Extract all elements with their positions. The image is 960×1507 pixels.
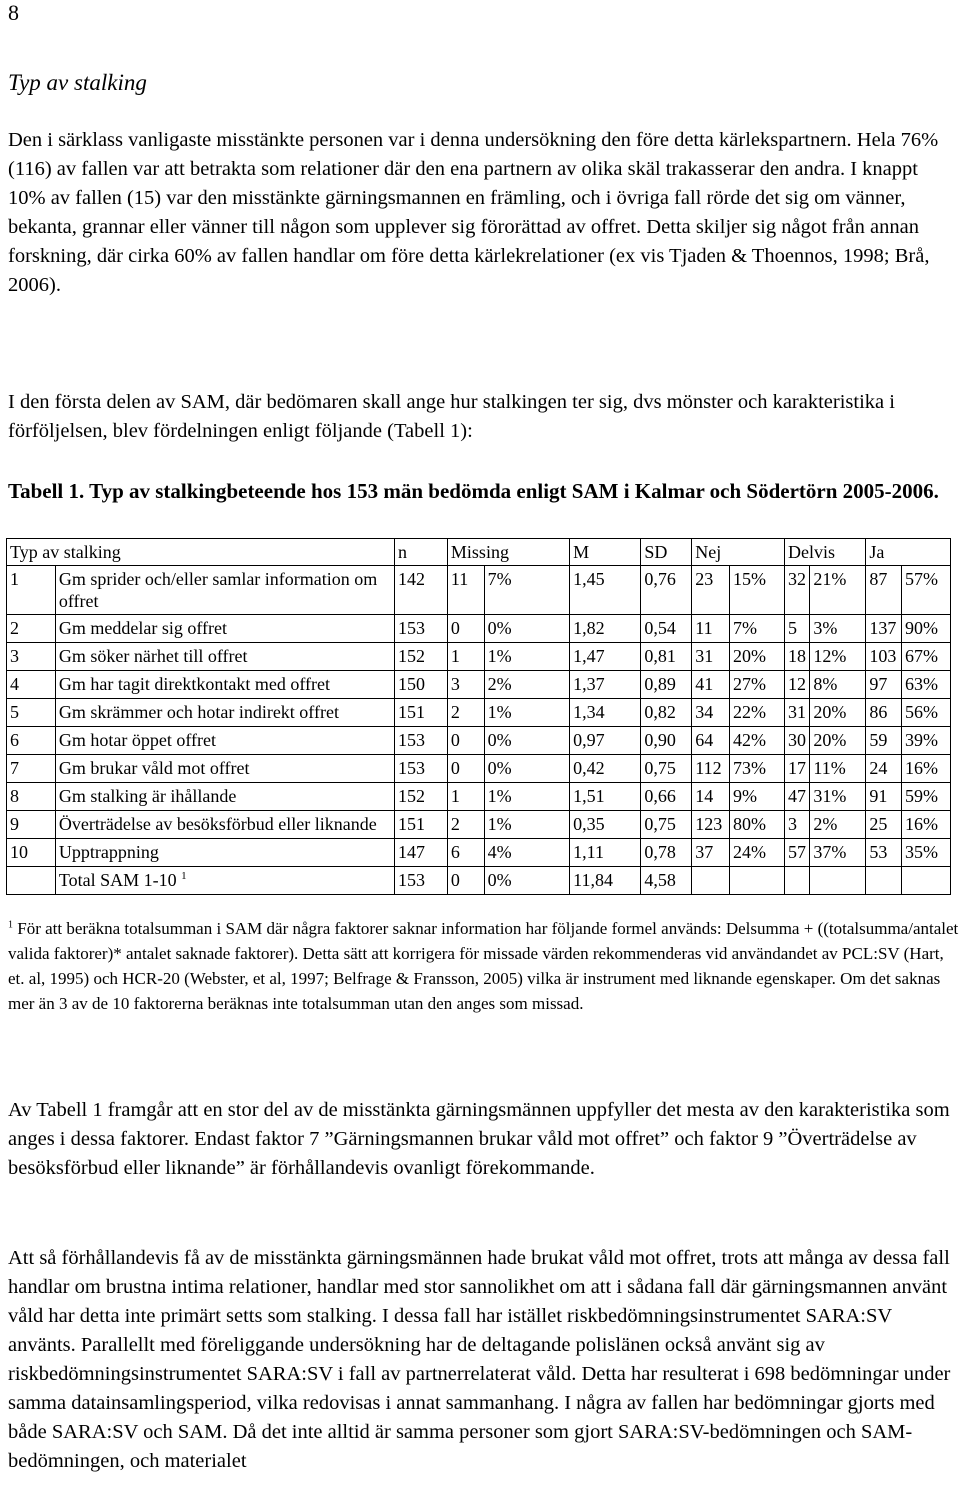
cell-nr: 8	[7, 783, 56, 811]
cell-n: 153	[394, 755, 447, 783]
header-ja: Ja	[866, 539, 951, 566]
table-row	[7, 566, 951, 615]
header-missing: Missing	[447, 539, 569, 566]
cell-n: 142	[394, 566, 447, 615]
total-footnote-marker: 1	[181, 870, 187, 882]
cell-delvis-p: 37%	[810, 839, 866, 867]
cell-miss-n: 0	[447, 755, 484, 783]
cell-label: Upptrappning	[55, 839, 394, 867]
cell-ja-p: 35%	[902, 839, 951, 867]
cell-total-n: 153	[394, 867, 447, 895]
cell-nej-n: 34	[692, 699, 730, 727]
cell-n: 150	[394, 671, 447, 699]
cell-delvis-n: 57	[784, 839, 809, 867]
cell-ja-p: 56%	[902, 699, 951, 727]
table-row	[7, 783, 951, 811]
cell-ja-p: 39%	[902, 727, 951, 755]
cell-label: Överträdelse av besöksförbud eller liknande	[55, 811, 394, 839]
cell-nej-p: 7%	[729, 615, 784, 643]
cell-ja-n: 25	[866, 811, 902, 839]
table-row	[7, 615, 951, 643]
table-header-row	[7, 539, 951, 566]
table-row	[7, 839, 951, 867]
cell-delvis-n: 30	[784, 727, 809, 755]
cell-empty	[902, 867, 951, 895]
total-label-text: Total SAM 1-10	[58, 870, 177, 890]
cell-label: Gm söker närhet till offret	[55, 643, 394, 671]
cell-miss-n: 6	[447, 839, 484, 867]
cell-delvis-n: 5	[784, 615, 809, 643]
cell-total-miss-n: 0	[447, 867, 484, 895]
paragraph-table-summary: Av Tabell 1 framgår att en stor del av de misstänkta gärningsmännen uppfyller det mesta av den karakteristika som anges i dessa faktorer. Endast faktor 7 ”Gärningsmannen brukar våld mot offret” och faktor 9 ”Överträdelse av besöksförbud eller liknande” är förhållandevis ovanligt förekommande.	[8, 1099, 950, 1179]
cell-m: 1,82	[570, 615, 641, 643]
cell-miss-n: 0	[447, 727, 484, 755]
cell-label: Gm skrämmer och hotar indirekt offret	[55, 699, 394, 727]
cell-nr: 5	[7, 699, 56, 727]
cell-m: 1,37	[570, 671, 641, 699]
cell-miss-n: 0	[447, 615, 484, 643]
table-row	[7, 643, 951, 671]
cell-label: Gm sprider och/eller samlar information om offret	[55, 566, 394, 615]
header-n: n	[394, 539, 447, 566]
cell-ja-n: 24	[866, 755, 902, 783]
cell-total-sd: 4,58	[641, 867, 692, 895]
cell-m: 1,11	[570, 839, 641, 867]
paragraph-violence: Att så förhållandevis få av de misstänkta gärningsmännen hade brukat våld mot offret, trots att många av dessa fall handlar om brustna intima relationer, handlar med stor sannolikhet om att i sådana fall där gärningsmannen använt våld har detta inte primärt setts som stalking. I dessa fall har istället riskbedömningsinstrumentet SARA:SV använts. Parallellt med föreliggande undersökning har de deltagande polislänen också använt sig av riskbedömningsinstrumentet SARA:SV i fall av partnerrelaterat våld. Detta har resulterat i 698 bedömningar under samma datainsamlingsperiod, vilka redovisas i annat sammanhang. I några av fallen har bedömningar gjorts med både SARA:SV och SAM. Då det inte alltid är samma personer som gjort SARA:SV-bedömningen och SAM-bedömningen, och materialet	[8, 1247, 951, 1472]
cell-total-m: 11,84	[570, 867, 641, 895]
footnote	[8, 916, 960, 1016]
table-row	[7, 755, 951, 783]
cell-sd: 0,76	[641, 566, 692, 615]
cell-nej-n: 112	[692, 755, 730, 783]
cell-ja-p: 16%	[902, 755, 951, 783]
cell-miss-p: 7%	[484, 566, 570, 615]
header-delvis: Delvis	[784, 539, 865, 566]
cell-ja-n: 86	[866, 699, 902, 727]
header-m: M	[570, 539, 641, 566]
header-nej: Nej	[692, 539, 785, 566]
cell-nr: 2	[7, 615, 56, 643]
cell-m: 1,45	[570, 566, 641, 615]
cell-ja-n: 59	[866, 727, 902, 755]
cell-nej-p: 9%	[729, 783, 784, 811]
cell-miss-n: 11	[447, 566, 484, 615]
cell-nej-p: 24%	[729, 839, 784, 867]
cell-m: 0,35	[570, 811, 641, 839]
cell-label: Gm stalking är ihållande	[55, 783, 394, 811]
cell-nr: 4	[7, 671, 56, 699]
cell-n: 153	[394, 615, 447, 643]
cell-delvis-n: 12	[784, 671, 809, 699]
cell-miss-n: 2	[447, 699, 484, 727]
cell-delvis-n: 18	[784, 643, 809, 671]
cell-sd: 0,66	[641, 783, 692, 811]
cell-ja-n: 91	[866, 783, 902, 811]
cell-ja-n: 137	[866, 615, 902, 643]
cell-label: Gm har tagit direktkontakt med offret	[55, 671, 394, 699]
cell-nej-p: 27%	[729, 671, 784, 699]
cell-nej-n: 64	[692, 727, 730, 755]
cell-delvis-p: 3%	[810, 615, 866, 643]
section-heading: Typ av stalking	[8, 70, 147, 95]
cell-delvis-n: 31	[784, 699, 809, 727]
cell-total-miss-p: 0%	[484, 867, 570, 895]
cell-n: 151	[394, 811, 447, 839]
cell-sd: 0,82	[641, 699, 692, 727]
cell-delvis-n: 32	[784, 566, 809, 615]
cell-nej-p: 73%	[729, 755, 784, 783]
cell-miss-p: 0%	[484, 755, 570, 783]
cell-ja-n: 103	[866, 643, 902, 671]
cell-n: 152	[394, 783, 447, 811]
cell-m: 1,34	[570, 699, 641, 727]
table-total-row	[7, 867, 951, 895]
cell-ja-n: 53	[866, 839, 902, 867]
cell-nej-n: 11	[692, 615, 730, 643]
cell-nr: 7	[7, 755, 56, 783]
cell-nr: 3	[7, 643, 56, 671]
table-row	[7, 727, 951, 755]
cell-empty	[692, 867, 730, 895]
cell-nej-p: 20%	[729, 643, 784, 671]
cell-nr: 1	[7, 566, 56, 615]
cell-n: 153	[394, 727, 447, 755]
cell-sd: 0,90	[641, 727, 692, 755]
cell-sd: 0,89	[641, 671, 692, 699]
cell-delvis-p: 31%	[810, 783, 866, 811]
cell-sd: 0,81	[641, 643, 692, 671]
cell-miss-n: 1	[447, 783, 484, 811]
cell-ja-n: 97	[866, 671, 902, 699]
paragraph-intro: Den i särklass vanligaste misstänkte personen var i denna undersökning den före detta kärlekspartnern. Hela 76% (116) av fallen var att betrakta som relationer där den ena partnern av olika skäl trakasserar den andra. I knappt 10% av fallen (15) var den misstänkte gärningsmannen en främling, och i övriga fall rörde det sig om vänner, bekanta, grannar eller vänner till någon som upplever sig förorättad av offret. Detta skiljer sig något från annan forskning, där cirka 60% av fallen handlar om före detta kärlekrelationer (ex vis Tjaden & Thoennos, 1998; Brå, 2006).	[8, 129, 939, 296]
cell-sd: 0,75	[641, 811, 692, 839]
cell-nr-empty	[7, 867, 56, 895]
cell-delvis-p: 20%	[810, 727, 866, 755]
page-number: 8	[8, 0, 19, 25]
cell-miss-p: 2%	[484, 671, 570, 699]
cell-miss-p: 1%	[484, 699, 570, 727]
cell-delvis-p: 12%	[810, 643, 866, 671]
cell-miss-p: 1%	[484, 643, 570, 671]
cell-m: 0,42	[570, 755, 641, 783]
cell-ja-p: 90%	[902, 615, 951, 643]
paragraph-sam-intro: I den första delen av SAM, där bedömaren skall ange hur stalkingen ter sig, dvs mönster och karakteristika i förföljelsen, blev fördelningen enligt följande (Tabell 1):	[8, 391, 895, 442]
cell-nej-p: 22%	[729, 699, 784, 727]
cell-n: 147	[394, 839, 447, 867]
cell-m: 0,97	[570, 727, 641, 755]
footnote-marker: 1	[8, 919, 13, 931]
cell-ja-p: 63%	[902, 671, 951, 699]
cell-miss-n: 3	[447, 671, 484, 699]
table-row	[7, 671, 951, 699]
cell-nej-n: 23	[692, 566, 730, 615]
cell-n: 152	[394, 643, 447, 671]
cell-miss-p: 0%	[484, 727, 570, 755]
cell-delvis-p: 11%	[810, 755, 866, 783]
cell-nej-p: 42%	[729, 727, 784, 755]
cell-miss-p: 0%	[484, 615, 570, 643]
cell-n: 151	[394, 699, 447, 727]
table-body	[7, 566, 951, 895]
cell-miss-p: 1%	[484, 811, 570, 839]
header-sd: SD	[641, 539, 692, 566]
header-typ: Typ av stalking	[7, 539, 395, 566]
cell-nej-p: 80%	[729, 811, 784, 839]
stalking-table	[6, 538, 951, 895]
cell-miss-n: 2	[447, 811, 484, 839]
cell-nr: 9	[7, 811, 56, 839]
cell-delvis-p: 2%	[810, 811, 866, 839]
cell-nr: 10	[7, 839, 56, 867]
cell-ja-n: 87	[866, 566, 902, 615]
cell-empty	[784, 867, 809, 895]
cell-delvis-p: 8%	[810, 671, 866, 699]
cell-delvis-p: 21%	[810, 566, 866, 615]
cell-nej-n: 41	[692, 671, 730, 699]
cell-label: Gm brukar våld mot offret	[55, 755, 394, 783]
cell-nej-p: 15%	[729, 566, 784, 615]
cell-ja-p: 16%	[902, 811, 951, 839]
cell-empty	[810, 867, 866, 895]
cell-delvis-n: 47	[784, 783, 809, 811]
table-row	[7, 811, 951, 839]
cell-label: Gm meddelar sig offret	[55, 615, 394, 643]
cell-sd: 0,54	[641, 615, 692, 643]
cell-empty	[866, 867, 902, 895]
cell-ja-p: 59%	[902, 783, 951, 811]
cell-miss-n: 1	[447, 643, 484, 671]
cell-nr: 6	[7, 727, 56, 755]
cell-m: 1,47	[570, 643, 641, 671]
footnote-text: För att beräkna totalsumman i SAM där några faktorer saknar information har följande formel används: Delsumma + ((totalsumma/antalet valida faktorer)* antalet saknade faktorer). Detta sätt att korrigera för missade värden rekommenderas vid användandet av PCL:SV (Hart, et. al, 1995) och HCR-20 (Webster, et al, 1997; Belfrage & Fransson, 2005) vilka är instrument med liknande egenskaper. Om det saknas mer än 3 av de 10 faktorerna beräknas inte totalsumman utan den anges som missad.	[8, 919, 959, 1013]
table-row	[7, 699, 951, 727]
cell-total-label	[55, 867, 394, 895]
cell-delvis-n: 3	[784, 811, 809, 839]
cell-miss-p: 4%	[484, 839, 570, 867]
table-caption: Tabell 1. Typ av stalkingbeteende hos 153 män bedömda enligt SAM i Kalmar och Södertörn 2005-2006.	[8, 479, 939, 503]
cell-ja-p: 57%	[902, 566, 951, 615]
cell-label: Gm hotar öppet offret	[55, 727, 394, 755]
cell-empty	[729, 867, 784, 895]
cell-sd: 0,78	[641, 839, 692, 867]
cell-nej-n: 14	[692, 783, 730, 811]
cell-nej-n: 123	[692, 811, 730, 839]
cell-nej-n: 37	[692, 839, 730, 867]
cell-delvis-p: 20%	[810, 699, 866, 727]
cell-m: 1,51	[570, 783, 641, 811]
cell-sd: 0,75	[641, 755, 692, 783]
cell-nej-n: 31	[692, 643, 730, 671]
cell-delvis-n: 17	[784, 755, 809, 783]
cell-miss-p: 1%	[484, 783, 570, 811]
cell-ja-p: 67%	[902, 643, 951, 671]
